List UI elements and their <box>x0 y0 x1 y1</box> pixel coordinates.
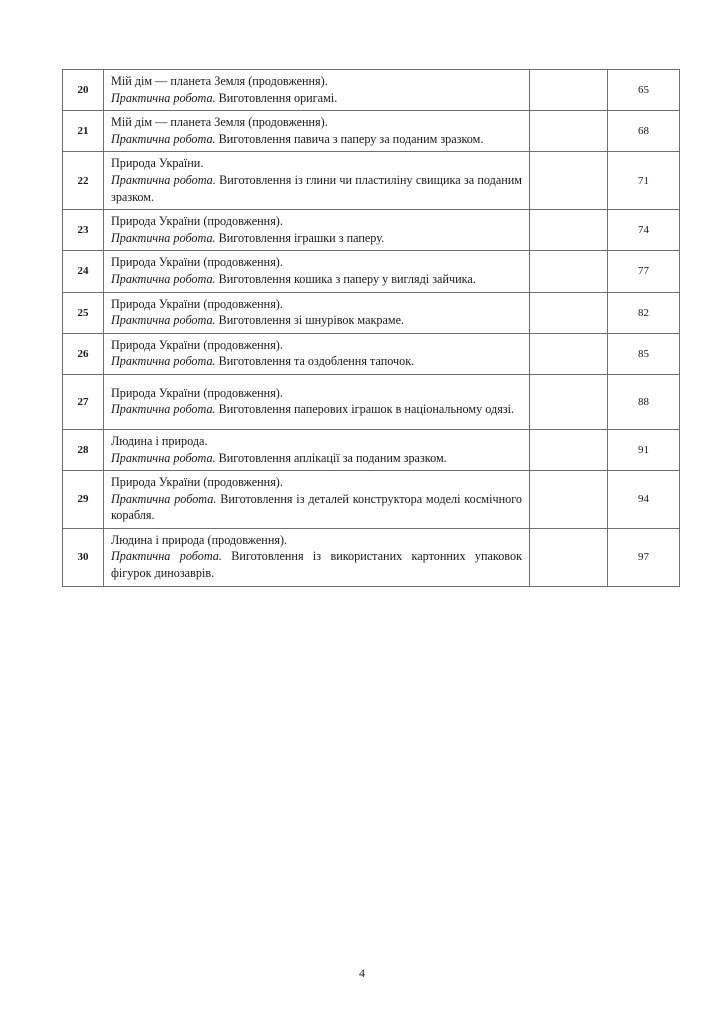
practical-text: Виготовлення із глини чи пластиліну свищика за поданим зразком. <box>111 172 523 204</box>
lesson-topic <box>104 471 530 529</box>
practical-label: Практична робота. <box>111 354 216 369</box>
lesson-title: Природа України (продовження). <box>111 385 283 400</box>
practical-label: Практична робота. <box>111 549 222 564</box>
lesson-number: 28 <box>63 429 104 470</box>
blank-cell <box>530 111 608 152</box>
practical-label: Практична робота. <box>111 450 216 465</box>
lesson-page: 97 <box>608 528 680 586</box>
practical-text: Виготовлення та оздоблення тапочок. <box>218 354 415 369</box>
practical-text: Виготовлення із деталей конструктора моделі космічного корабля. <box>111 491 523 523</box>
lessons-table <box>62 69 680 587</box>
blank-cell <box>530 251 608 292</box>
table-row <box>63 471 680 529</box>
practical-label: Практична робота. <box>111 402 216 417</box>
table-row <box>63 210 680 251</box>
blank-cell <box>530 528 608 586</box>
lessons-table-body <box>63 70 680 587</box>
lesson-number: 22 <box>63 152 104 210</box>
lesson-number: 30 <box>63 528 104 586</box>
blank-cell <box>530 210 608 251</box>
lesson-number: 23 <box>63 210 104 251</box>
lesson-page: 85 <box>608 333 680 374</box>
blank-cell <box>530 292 608 333</box>
practical-label: Практична робота. <box>111 172 216 187</box>
table-row <box>63 292 680 333</box>
lesson-title: Людина і природа. <box>111 433 208 448</box>
practical-text: Виготовлення оригамі. <box>218 90 338 105</box>
practical-label: Практична робота. <box>111 271 216 286</box>
lesson-topic <box>104 251 530 292</box>
lesson-number: 20 <box>63 70 104 111</box>
table-row <box>63 333 680 374</box>
lesson-page: 88 <box>608 374 680 429</box>
lesson-title: Мій дім — планета Земля (продовження). <box>111 74 328 88</box>
blank-cell <box>530 152 608 210</box>
blank-cell <box>530 333 608 374</box>
blank-cell <box>530 374 608 429</box>
lesson-page: 94 <box>608 471 680 529</box>
lesson-topic <box>104 429 530 470</box>
table-row <box>63 528 680 586</box>
lesson-title: Природа України (продовження). <box>111 296 283 311</box>
practical-text: Виготовлення павича з паперу за поданим зразком. <box>218 131 484 146</box>
practical-label: Практична робота. <box>111 230 216 245</box>
practical-text: Виготовлення кошика з паперу у вигляді зайчика. <box>218 271 476 286</box>
table-row <box>63 374 680 429</box>
lesson-topic <box>104 292 530 333</box>
practical-label: Практична робота. <box>111 491 217 506</box>
lesson-number: 25 <box>63 292 104 333</box>
lesson-number: 27 <box>63 374 104 429</box>
lesson-number: 21 <box>63 111 104 152</box>
lesson-topic <box>104 111 530 152</box>
page-number: 4 <box>359 966 365 980</box>
blank-cell <box>530 429 608 470</box>
lesson-topic <box>104 374 530 429</box>
lesson-page: 71 <box>608 152 680 210</box>
lesson-topic <box>104 528 530 586</box>
blank-cell <box>530 70 608 111</box>
practical-text: Виготовлення аплікації за поданим зразком. <box>218 450 447 465</box>
lesson-page: 68 <box>608 111 680 152</box>
table-row <box>63 251 680 292</box>
lesson-page: 82 <box>608 292 680 333</box>
table-row <box>63 111 680 152</box>
blank-cell <box>530 471 608 529</box>
practical-label: Практична робота. <box>111 90 216 105</box>
practical-text: Виготовлення зі шнурівок макраме. <box>218 313 405 328</box>
lesson-title: Природа України (продовження). <box>111 475 283 490</box>
practical-text: Виготовлення іграшки з паперу. <box>218 230 385 245</box>
lesson-number: 29 <box>63 471 104 529</box>
practical-text: Виготовлення із використаних картонних упаковок фігурок динозаврів. <box>111 549 522 581</box>
practical-label: Практична робота. <box>111 131 216 146</box>
lesson-title: Природа України (продовження). <box>111 337 283 352</box>
lesson-title: Мій дім — планета Земля (продовження). <box>111 115 328 130</box>
table-row <box>63 152 680 210</box>
lesson-topic <box>104 70 530 111</box>
lesson-title: Природа України (продовження). <box>111 255 283 270</box>
table-row <box>63 429 680 470</box>
lesson-topic <box>104 210 530 251</box>
lesson-topic <box>104 333 530 374</box>
lesson-page: 65 <box>608 70 680 111</box>
lesson-page: 74 <box>608 210 680 251</box>
lesson-topic <box>104 152 530 210</box>
practical-text: Виготовлення паперових іграшок в національному одязі. <box>218 402 515 417</box>
lesson-number: 26 <box>63 333 104 374</box>
lesson-title: Людина і природа (продовження). <box>111 532 288 547</box>
table-row <box>63 70 680 111</box>
lesson-title: Природа України. <box>111 156 204 171</box>
lesson-number: 24 <box>63 251 104 292</box>
lesson-page: 91 <box>608 429 680 470</box>
practical-label: Практична робота. <box>111 313 216 328</box>
lesson-title: Природа України (продовження). <box>111 214 283 229</box>
lesson-page: 77 <box>608 251 680 292</box>
